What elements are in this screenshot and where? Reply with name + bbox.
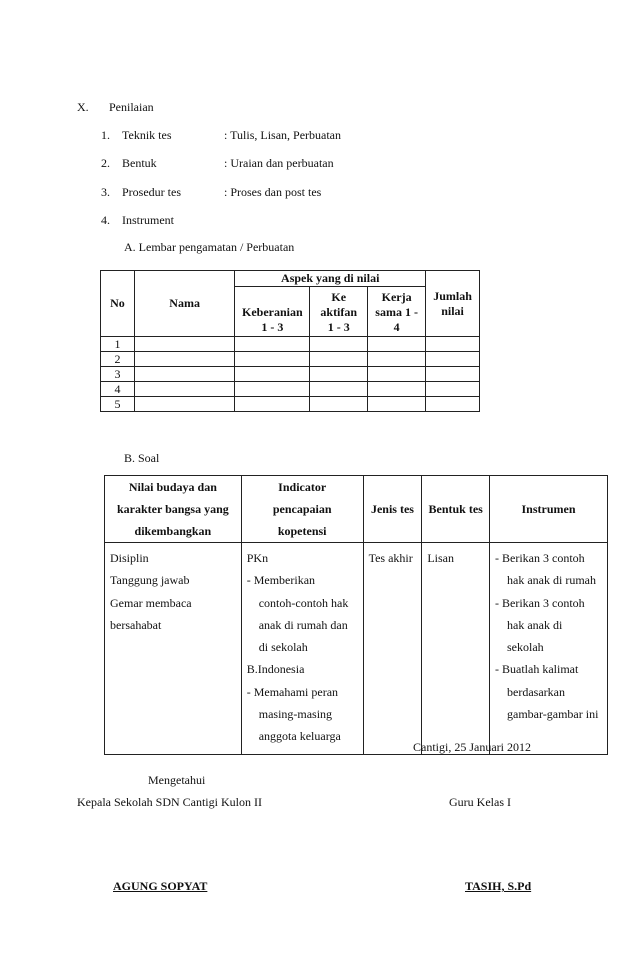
nilai-item: bersahabat [110, 617, 162, 632]
row-cell [134, 352, 235, 367]
teacher-name: TASIH, S.Pd [465, 879, 532, 893]
indicator-item: anggota keluarga [258, 729, 341, 744]
row-cell [134, 382, 235, 397]
part-b-title: B. Soal [124, 451, 160, 465]
row-cell [310, 337, 368, 352]
header-indicator [241, 476, 363, 543]
row-cell [310, 367, 368, 382]
indicator-cell [241, 543, 363, 755]
indicator-item: B.Indonesia [246, 662, 305, 677]
nilai-item: Tanggung jawab [110, 573, 190, 588]
row-cell [368, 397, 426, 412]
row-number: 3 [101, 367, 135, 382]
row-number: 1 [101, 337, 135, 352]
row-number: 4 [101, 382, 135, 397]
item-value: : Proses dan post tes [224, 185, 322, 199]
table-row [101, 352, 480, 367]
row-cell [235, 352, 310, 367]
header-jenis: Jenis tes [363, 476, 422, 543]
header-kerja-line: sama 1 - [375, 305, 418, 319]
header-kerja-line: Kerja [381, 290, 412, 304]
row-cell [310, 382, 368, 397]
part-a-title: A. Lembar pengamatan / Perbuatan [124, 240, 295, 254]
header-aspek: Aspek yang di nilai [235, 271, 426, 287]
header-kerja [368, 287, 426, 337]
nilai-item: Disiplin [110, 551, 149, 565]
nilai-cell [105, 543, 242, 755]
instrumen-cell [490, 543, 608, 755]
header-aktifan [310, 287, 368, 337]
header-nilai-line: dikembangkan [134, 524, 212, 538]
row-cell [235, 337, 310, 352]
row-number: 2 [101, 352, 135, 367]
header-no: No [101, 271, 135, 337]
row-cell [310, 352, 368, 367]
header-aktifan-line: aktifan [320, 305, 358, 319]
instrumen-item: hak anak di [507, 617, 563, 632]
header-keberanian [235, 287, 310, 337]
row-cell [368, 367, 426, 382]
row-cell [134, 367, 235, 382]
item-label: Prosedur tes [122, 185, 181, 199]
item-label: Teknik tes [122, 128, 172, 142]
instrumen-item: - Buatlah kalimat [495, 662, 579, 677]
table-row [101, 397, 480, 412]
indicator-item: di sekolah [258, 640, 308, 655]
row-cell [235, 397, 310, 412]
observation-table [100, 270, 480, 412]
instrumen-item: - Berikan 3 contoh [495, 595, 585, 610]
header-aktifan-line: 1 - 3 [327, 320, 350, 334]
teacher-title: Guru Kelas I [449, 795, 511, 809]
instrumen-item: berdasarkan [507, 684, 565, 699]
row-cell [368, 352, 426, 367]
instrumen-item: hak anak di rumah [507, 573, 596, 588]
header-aktifan-line: Ke [331, 290, 347, 304]
header-kerja-line: 4 [393, 320, 400, 334]
row-number: 5 [101, 397, 135, 412]
item-number: 4. [101, 213, 110, 227]
row-cell [426, 397, 480, 412]
header-indicator-line: kopetensi [277, 524, 327, 538]
item-value: : Uraian dan perbuatan [224, 156, 334, 170]
section-title: Penilaian [109, 100, 154, 114]
header-jumlah [426, 271, 480, 337]
row-cell [134, 337, 235, 352]
table-row [101, 337, 480, 352]
indicator-item: - Memberikan [246, 573, 316, 588]
header-indicator-line: pencapaian [272, 502, 332, 516]
row-cell [134, 397, 235, 412]
indicator-item: contoh-contoh hak [258, 595, 349, 610]
nilai-item: Gemar membaca [110, 595, 192, 610]
header-jumlah-line: nilai [441, 303, 464, 318]
bentuk-cell: Lisan [422, 543, 490, 755]
question-table [104, 475, 608, 755]
item-number: 3. [101, 185, 110, 199]
header-nilai-line: Nilai budaya dan [128, 480, 217, 494]
indicator-item: anak di rumah dan [258, 617, 348, 632]
header-jumlah-line: Jumlah [433, 288, 472, 303]
indicator-item: PKn [246, 551, 269, 565]
instrumen-item: sekolah [507, 640, 544, 655]
item-value: : Tulis, Lisan, Perbuatan [224, 128, 342, 142]
header-bentuk: Bentuk tes [422, 476, 490, 543]
jenis-cell: Tes akhir [363, 543, 422, 755]
row-cell [310, 397, 368, 412]
indicator-item: masing-masing [258, 707, 333, 722]
header-nilai-line: karakter bangsa yang [116, 502, 229, 516]
row-cell [368, 337, 426, 352]
table-row [101, 367, 480, 382]
row-cell [235, 367, 310, 382]
mengetahui-label: Mengetahui [148, 773, 206, 787]
section-number: X. [77, 100, 89, 114]
principal-title: Kepala Sekolah SDN Cantigi Kulon II [77, 795, 262, 809]
row-cell [426, 367, 480, 382]
table-row [101, 382, 480, 397]
header-nilai [105, 476, 242, 543]
indicator-item: - Memahami peran [246, 684, 339, 699]
header-indicator-line: Indicator [278, 480, 327, 494]
header-instrumen: Instrumen [490, 476, 608, 543]
row-cell [426, 382, 480, 397]
place-date: Cantigi, 25 Januari 2012 [413, 740, 531, 754]
instrumen-item: - Berikan 3 contoh [495, 551, 585, 565]
row-cell [368, 382, 426, 397]
instrumen-item: gambar-gambar ini [507, 707, 599, 722]
header-keberanian-line: Keberanian [242, 305, 303, 319]
header-keberanian-line: 1 - 3 [261, 320, 284, 334]
item-label: Instrument [122, 213, 174, 227]
item-label: Bentuk [122, 156, 157, 170]
row-cell [426, 337, 480, 352]
principal-name: AGUNG SOPYAT [113, 879, 208, 893]
row-cell [235, 382, 310, 397]
item-number: 1. [101, 128, 110, 142]
item-number: 2. [101, 156, 110, 170]
header-nama: Nama [134, 271, 235, 337]
row-cell [426, 352, 480, 367]
